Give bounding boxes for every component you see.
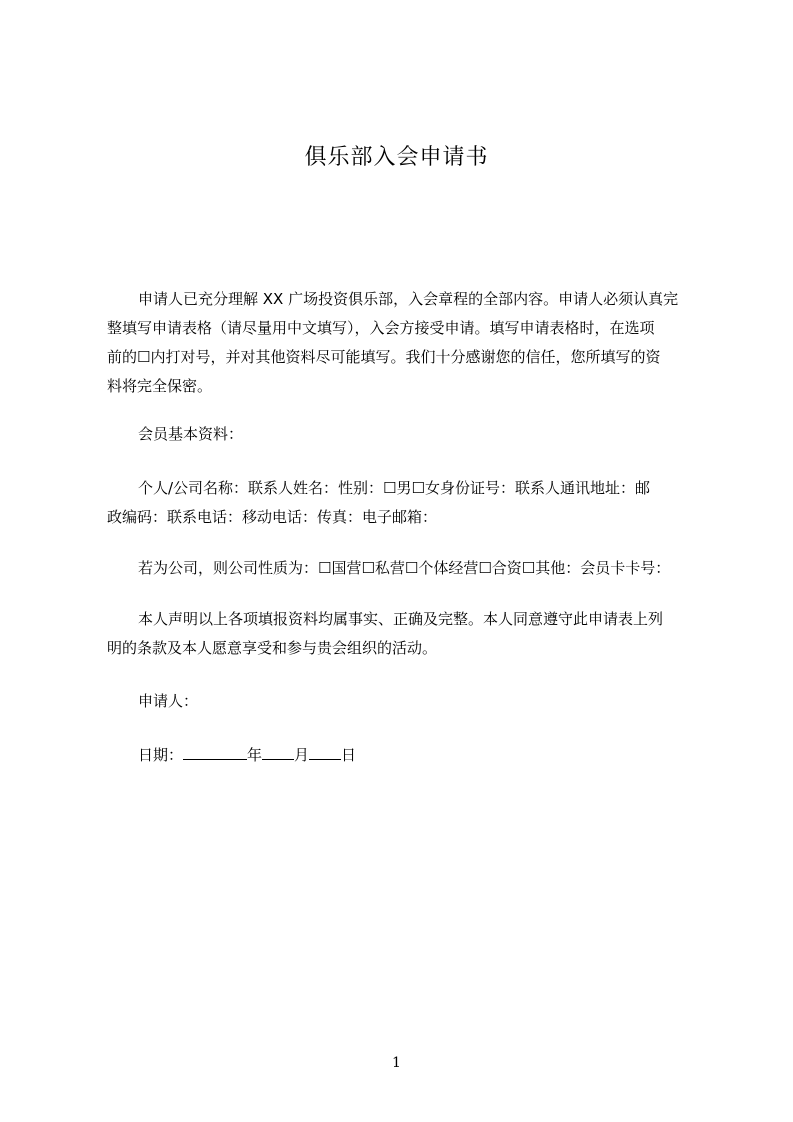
document-title: 俱乐部入会申请书 bbox=[304, 145, 489, 170]
declaration-paragraph bbox=[107, 605, 717, 663]
company-type-line: 若为公司，则公司性质为：☐国营☐私营☐个体经营☐合资☐其他：会员卡卡号： bbox=[138, 559, 671, 577]
intro-line: 料将完全保密。 bbox=[107, 377, 213, 395]
basic-info-heading bbox=[107, 420, 717, 449]
intro-line: 申请人已充分理解 XX 广场投资俱乐部，入会章程的全部内容。申请人必须认真完 bbox=[138, 290, 679, 308]
applicant-paragraph bbox=[107, 687, 717, 716]
intro-paragraph bbox=[107, 285, 717, 401]
month-label: 月 bbox=[294, 746, 310, 764]
day-blank[interactable] bbox=[309, 745, 341, 760]
date-paragraph bbox=[107, 741, 717, 770]
day-label: 日 bbox=[341, 746, 357, 764]
date-line bbox=[107, 741, 717, 770]
applicant-label: 申请人： bbox=[138, 692, 199, 710]
intro-line: 整填写申请表格（请尽量用中文填写），入会方接受申请。填写申请表格时，在选项 bbox=[107, 319, 655, 337]
month-blank[interactable] bbox=[262, 745, 294, 760]
member-fields-paragraph bbox=[107, 474, 717, 532]
member-fields-line: 政编码：联系电话：移动电话：传真：电子邮箱： bbox=[107, 508, 438, 526]
page-number: 1 bbox=[392, 1055, 401, 1071]
company-type-paragraph bbox=[107, 554, 717, 583]
declaration-line: 本人声明以上各项填报资料均属事实、正确及完整。本人同意遵守此申请表上列 bbox=[138, 610, 664, 628]
date-label: 日期： bbox=[138, 746, 184, 764]
declaration-line: 明的条款及本人愿意享受和参与贵会组织的活动。 bbox=[107, 639, 438, 657]
basic-info-heading-text: 会员基本资料： bbox=[138, 425, 244, 443]
year-label: 年 bbox=[247, 746, 263, 764]
intro-line: 前的☐内打对号，并对其他资料尽可能填写。我们十分感谢您的信任，您所填写的资 bbox=[107, 348, 661, 366]
member-fields-line: 个人/公司名称：联系人姓名：性别：☐男☐女身份证号：联系人通讯地址：邮 bbox=[138, 479, 650, 497]
year-blank[interactable] bbox=[183, 745, 247, 760]
